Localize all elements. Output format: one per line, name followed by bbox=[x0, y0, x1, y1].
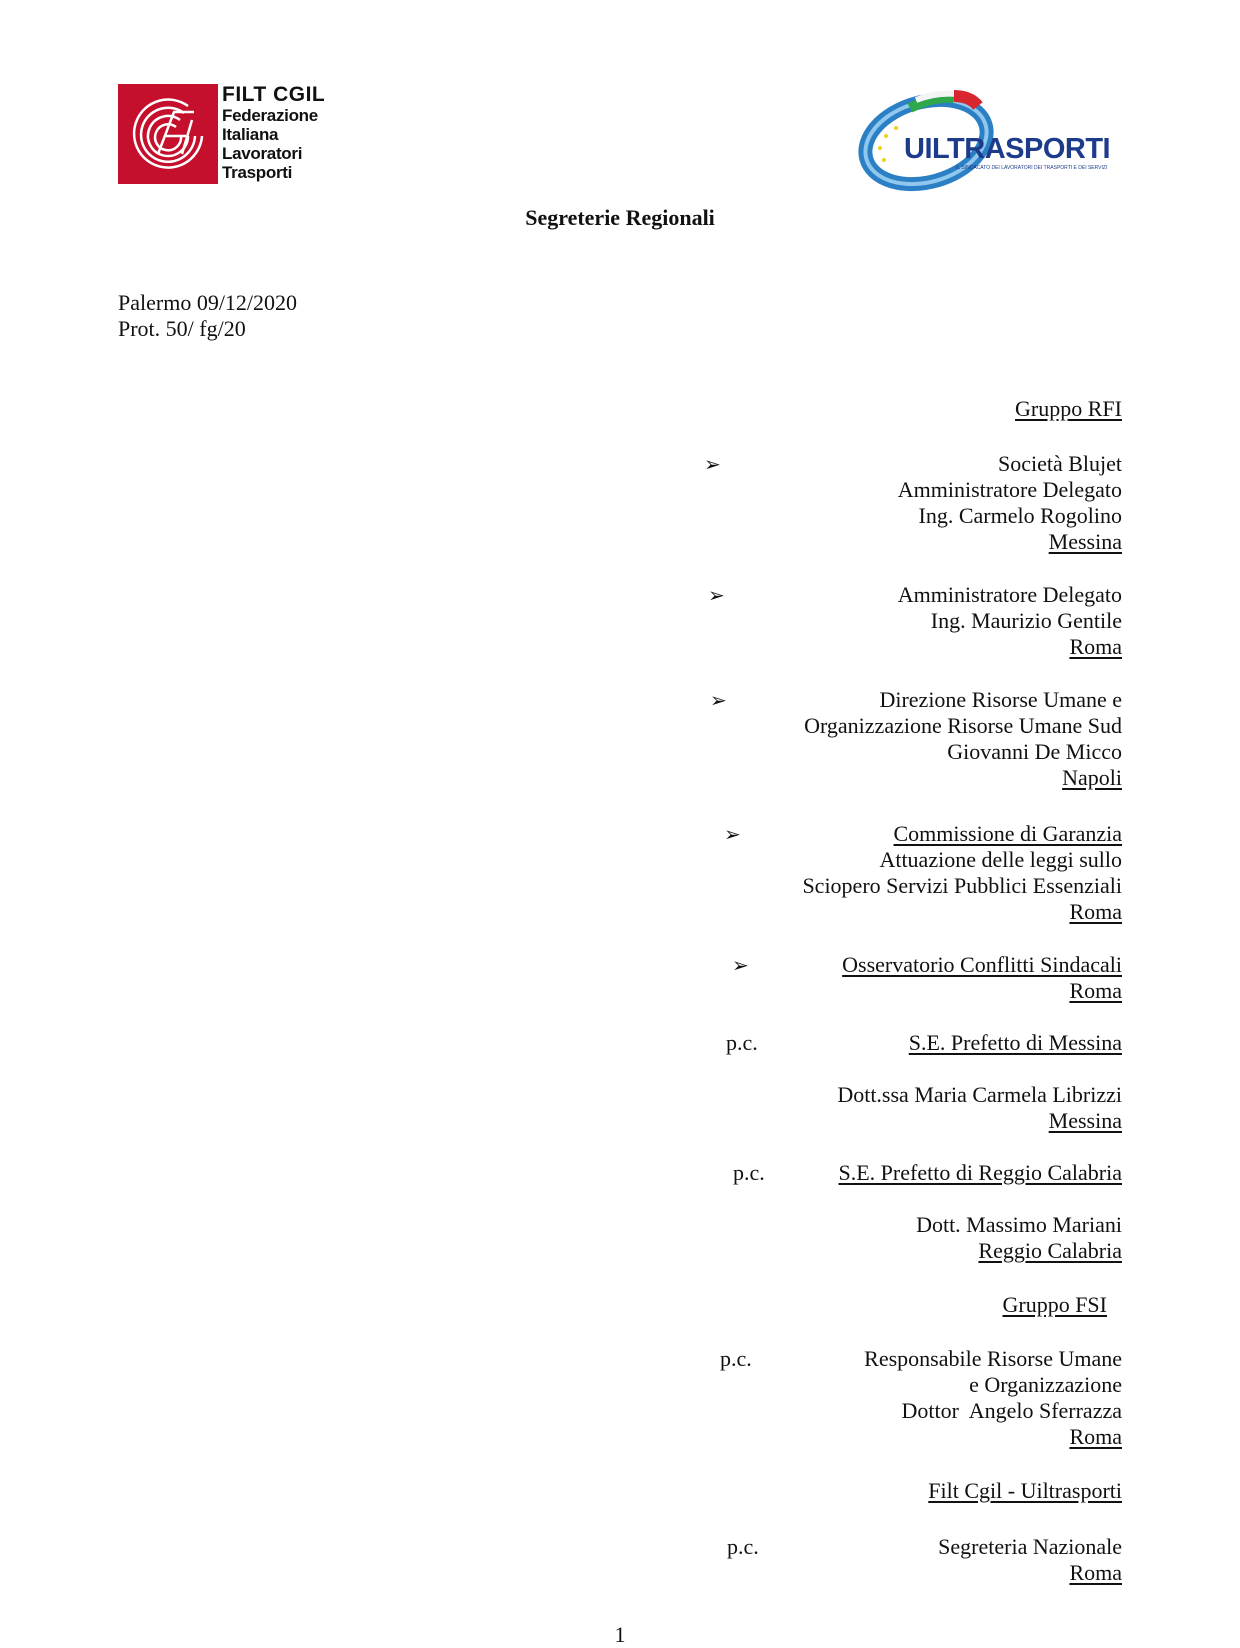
recipient-line: Organizzazione Risorse Umane Sud bbox=[804, 713, 1122, 738]
recipient-line: Società Blujet bbox=[997, 451, 1122, 476]
recipient-line: Amministratore Delegato bbox=[897, 477, 1122, 502]
filt-logo-line: Federazione bbox=[222, 106, 318, 125]
recipient-city: Messina bbox=[1048, 1108, 1122, 1133]
page-title: Segreterie Regionali bbox=[525, 205, 715, 230]
uil-logo-name: UILTRASPORTI bbox=[904, 133, 1111, 165]
recipient-line: Direzione Risorse Umane e bbox=[879, 687, 1122, 712]
pc-label: p.c. bbox=[726, 1030, 758, 1055]
recipient-line: Segreteria Nazionale bbox=[938, 1534, 1122, 1559]
arrow-bullet-icon: ➢ bbox=[704, 452, 721, 476]
recipient-line: Dottor Angelo Sferrazza bbox=[901, 1398, 1122, 1423]
recipient-city: Roma bbox=[1069, 899, 1122, 924]
recipient-city: Roma bbox=[1069, 978, 1122, 1003]
filt-logo-line: Italiana bbox=[222, 125, 279, 144]
group-heading-fsi: Gruppo FSI bbox=[1002, 1292, 1107, 1317]
recipient-line: Commissione di Garanzia bbox=[893, 821, 1122, 846]
place-date: Palermo 09/12/2020 bbox=[118, 290, 298, 315]
recipient-line: Dott. Massimo Mariani bbox=[916, 1212, 1122, 1237]
recipient-line: S.E. Prefetto di Messina bbox=[908, 1030, 1122, 1055]
arrow-bullet-icon: ➢ bbox=[708, 583, 725, 607]
filt-logo-name: FILT CGIL bbox=[222, 83, 326, 106]
filt-logo-line: Lavoratori bbox=[222, 144, 303, 163]
recipient-line: S.E. Prefetto di Reggio Calabria bbox=[838, 1160, 1122, 1185]
recipient-line: e Organizzazione bbox=[969, 1372, 1122, 1397]
uil-logo-tagline: IL SINDACATO DEI LAVORATORI DEI TRASPORTI E DEI SERVIZI bbox=[956, 165, 1108, 171]
recipient-line: Ing. Carmelo Rogolino bbox=[918, 503, 1122, 528]
recipient-line: Giovanni De Micco bbox=[947, 739, 1122, 764]
recipient-city: Roma bbox=[1069, 634, 1122, 659]
recipient-line: Ing. Maurizio Gentile bbox=[930, 608, 1122, 633]
page-number: 1 bbox=[614, 1622, 626, 1647]
filt-cgil-logo bbox=[118, 84, 328, 188]
recipient-line: Osservatorio Conflitti Sindacali bbox=[842, 952, 1122, 977]
arrow-bullet-icon: ➢ bbox=[732, 953, 749, 977]
group-heading-rfi: Gruppo RFI bbox=[1015, 396, 1122, 421]
arrow-bullet-icon: ➢ bbox=[724, 822, 741, 846]
recipient-line: Sciopero Servizi Pubblici Essenziali bbox=[802, 873, 1122, 898]
pc-label: p.c. bbox=[727, 1534, 759, 1559]
recipient-line: Responsabile Risorse Umane bbox=[864, 1346, 1122, 1371]
filt-emblem-icon bbox=[118, 84, 218, 184]
filt-logo-line: Trasporti bbox=[222, 163, 293, 182]
recipient-city: Napoli bbox=[1062, 765, 1122, 790]
group-heading-filt-uil: Filt Cgil - Uiltrasporti bbox=[928, 1478, 1122, 1503]
recipient-city: Reggio Calabria bbox=[978, 1238, 1122, 1263]
pc-label: p.c. bbox=[720, 1346, 752, 1371]
recipient-city: Roma bbox=[1069, 1560, 1122, 1585]
recipient-line: Dott.ssa Maria Carmela Librizzi bbox=[837, 1082, 1122, 1107]
pc-label: p.c. bbox=[733, 1160, 765, 1185]
uiltrasporti-logo bbox=[858, 88, 1123, 192]
recipient-city: Messina bbox=[1048, 529, 1122, 554]
recipient-line: Attuazione delle leggi sullo bbox=[879, 847, 1122, 872]
recipient-line: Amministratore Delegato bbox=[897, 582, 1122, 607]
protocol-number: Prot. 50/ fg/20 bbox=[118, 316, 246, 341]
arrow-bullet-icon: ➢ bbox=[710, 688, 727, 712]
recipient-city: Roma bbox=[1069, 1424, 1122, 1449]
